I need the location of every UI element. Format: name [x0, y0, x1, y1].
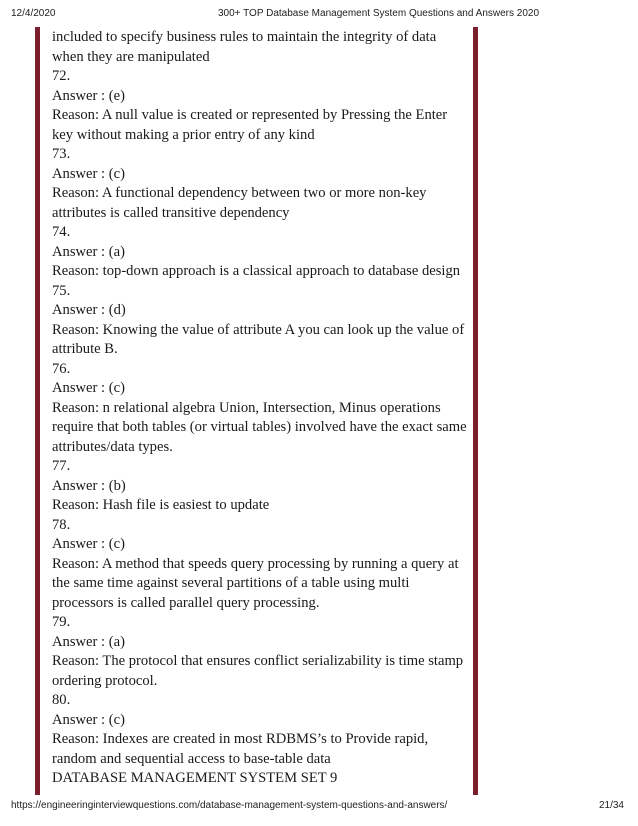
- question-number: 78.: [52, 516, 71, 533]
- reason-line: Reason: top-down approach is a classical approach to database design: [52, 263, 461, 279]
- reason-line: Reason: n relational algebra Union, Intersection, Minus operations require that both tables (or virtual tables) involved have the exact same attributes/data types.: [52, 399, 467, 455]
- question-number: 77.: [52, 458, 71, 474]
- text-line: included to specify business rules to maintain the integrity of data when they are manipulated: [52, 29, 437, 65]
- section-heading: DATABASE MANAGEMENT SYSTEM SET 9: [52, 770, 338, 786]
- question-number: 73.: [52, 146, 71, 162]
- answer-line: Answer : (c): [52, 711, 125, 728]
- page-footer: [0, 800, 638, 814]
- page-number: 21/34: [598, 800, 624, 811]
- page-header: [0, 8, 638, 22]
- question-number: 80.: [52, 692, 71, 708]
- reason-line: Reason: Hash file is easiest to update: [52, 497, 270, 513]
- answer-line: Answer : (c): [52, 380, 125, 396]
- reason-line: Reason: A null value is created or represented by Pressing the Enter key without making a prior entry of any kind: [52, 107, 448, 143]
- question-number: 72.: [52, 68, 71, 84]
- page-title: 300+ TOP Database Management System Questions and Answers 2020: [218, 8, 540, 19]
- question-number: 76.: [52, 360, 71, 377]
- reason-line: Reason: A functional dependency between two or more non-key attributes is called transitive dependency: [52, 185, 427, 221]
- answer-line: Answer : (d): [52, 302, 126, 318]
- question-number: 79.: [52, 614, 71, 630]
- answer-line: Answer : (a): [52, 633, 125, 650]
- answer-line: Answer : (c): [52, 536, 125, 552]
- reason-line: Reason: Knowing the value of attribute A you can look up the value of attribute B.: [52, 321, 465, 357]
- left-accent-bar: [35, 27, 40, 795]
- answer-line: Answer : (a): [52, 243, 125, 260]
- right-accent-bar: [473, 27, 478, 795]
- reason-line: Reason: A method that speeds query processing by running a query at the same time against several partitions of a table using multi processors is called parallel query processing.: [52, 555, 459, 611]
- reason-line: Reason: The protocol that ensures conflict serializability is time stamp ordering protocol.: [52, 653, 464, 689]
- print-date: 12/4/2020: [11, 8, 56, 19]
- answers-content: [52, 28, 467, 789]
- question-number: 75.: [52, 282, 71, 299]
- reason-line: Reason: Indexes are created in most RDBMS’s to Provide rapid, random and sequential access to base-table data: [52, 731, 429, 767]
- answer-line: Answer : (b): [52, 477, 126, 494]
- source-url: https://engineeringinterviewquestions.com/database-management-system-questions-and-answers/: [11, 800, 448, 811]
- answer-line: Answer : (c): [52, 165, 125, 182]
- question-number: 74.: [52, 224, 71, 240]
- answer-line: Answer : (e): [52, 87, 125, 104]
